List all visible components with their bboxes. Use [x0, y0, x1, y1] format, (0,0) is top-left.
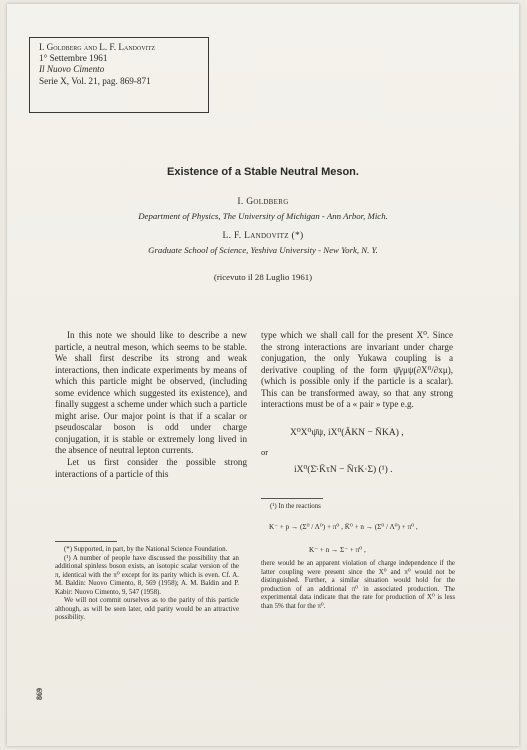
footnote-rule-left — [55, 541, 117, 542]
formula-1: X⁰X⁰ψ̄ψ, iX⁰(ĀKN − N̄KA) , — [290, 428, 404, 438]
body-right-paragraph: type which we shall call for the present X⁰. Since the strong interactions are invariant under charge conjugation, the only Yukawa coupling is a derivative coupling of the form ψ̄γμψ(∂X⁰/∂xμ), (which is possible only if the particle is a scalar). This can be transformed away, so that any strong interactions must be of a « pair » type e.g. — [261, 330, 453, 410]
author-1-affiliation: Department of Physics, The University of Michigan - Ann Arbor, Mich. — [138, 211, 388, 221]
footnote-support: (*) Supported, in part, by the National Science Foundation. — [64, 546, 228, 553]
body-paragraph-2: Let us first consider the possible strong interactions of a particle of this — [55, 457, 247, 479]
citation-authors: I. Goldberg and L. F. Landovitz — [39, 42, 155, 52]
paper-page — [7, 4, 519, 746]
footnote-parity: We will not commit ourselves as to the parity of this particle although, as will be seen later, odd parity would be an attractive possibility. — [55, 597, 239, 621]
author-2-name: L. F. Landovitz (*) — [222, 231, 304, 241]
footnote-reactions-intro: (¹) In the reactions — [270, 503, 321, 510]
body-left-column — [55, 330, 247, 480]
footnote-1: (¹) A number of people have discussed the possibility that an additional spinless boson exists, an isotopic scalar version of the π, identical with the π⁰ except for its parity which is even. Cf. A. M. Baldin: Nuovo Cimento, 8, 569 (1958); A. M. Baldin and P. Kabir: Nuovo Cimento, 9, 547 (1958). — [55, 554, 239, 596]
footnote-right-intro — [261, 503, 455, 512]
footnote-right-text — [261, 560, 455, 611]
author-1-name: I. Goldberg — [237, 197, 289, 207]
reaction-1: K⁻ + p → (Σ⁰ / Λ⁰) + π⁰ , K̄⁰ + n → (Σ⁰ / Λ⁰) + π⁰ , — [269, 523, 418, 531]
formula-or: or — [261, 447, 269, 457]
citation-series: Serie X, Vol. 21, pag. 869-871 — [39, 75, 151, 86]
page-number-stamp: 869 — [35, 688, 44, 700]
author-2-affiliation: Graduate School of Science, Yeshiva University - New York, N. Y. — [148, 245, 378, 255]
body-paragraph-1: In this note we should like to describe a new particle, a neutral meson, which seems to be stable. We shall first describe its strong and weak interactions, then indicate experiments by means of which this particle might be observed, (including some evidence which suggested its existence), and finally suggest a scheme under which such a particle might arise. Our major point is that if a scalar or pseudoscalar boson is odd under charge conjugation, it is stable or extremely long lived in the absence of neutral lepton currents. — [55, 330, 247, 456]
citation-journal: Il Nuovo Cimento — [39, 64, 105, 75]
paper-title: Existence of a Stable Neutral Meson. — [167, 166, 359, 178]
formula-2: iX⁰(Σ̄·K̄τN − N̄τK·Σ) (¹) . — [294, 465, 393, 475]
received-date: (ricevuto il 28 Luglio 1961) — [213, 272, 313, 282]
footnote-reactions-text: there would be an apparent violation of charge independence if the latter coupling were present since the X⁰ and π⁰ would not be distinguished. Further, a similar situation would hold for the production of an additional π⁰ in associated production. The experimental data indicate that the rate for production of X⁰ is less than 5% that for the π⁰. — [261, 560, 455, 610]
citation-date: 1° Settembre 1961 — [39, 53, 108, 64]
body-right-column — [261, 330, 453, 411]
footnotes-left — [55, 546, 239, 623]
footnote-rule-right — [261, 498, 323, 499]
reaction-2: K⁻ + n → Σ⁻ + π⁰ , — [309, 546, 366, 554]
citation-box — [29, 37, 209, 113]
